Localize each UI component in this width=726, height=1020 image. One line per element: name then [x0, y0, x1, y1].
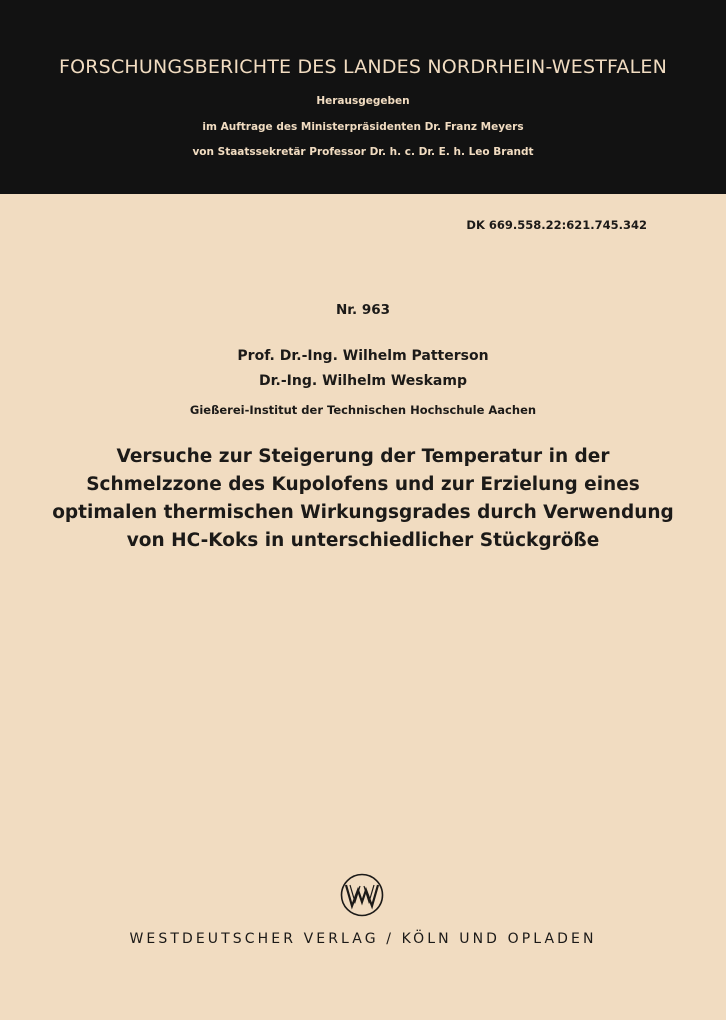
report-number: Nr. 963 [335, 302, 391, 318]
title-line-2: Schmelzzone des Kupolofens und zur Erzielung eines [86, 474, 640, 495]
report-title [0, 443, 726, 555]
title-line-4: von HC-Koks in unterschiedlicher Stückgröße [126, 530, 600, 551]
series-header [0, 0, 726, 194]
editor-line-1: Herausgegeben [316, 95, 410, 107]
institute: Gießerei-Institut der Technischen Hochschule Aachen [189, 403, 537, 417]
publisher-name: WESTDEUTSCHER VERLAG / KÖLN UND OPLADEN [129, 931, 597, 947]
editor-line-2: im Auftrage des Ministerpräsidenten Dr. Franz Meyers [202, 121, 524, 133]
editor-line-3: von Staatssekretär Professor Dr. h. c. Dr. E. h. Leo Brandt [192, 146, 534, 158]
classification-code: DK 669.558.22:621.745.342 [466, 218, 647, 232]
author-2: Dr.-Ing. Wilhelm Weskamp [259, 373, 467, 389]
title-line-3: optimalen thermischen Wirkungsgrades durch Verwendung [52, 502, 674, 523]
title-line-1: Versuche zur Steigerung der Temperatur in der [116, 446, 610, 467]
publisher-w-logo-icon [340, 873, 384, 917]
author-1: Prof. Dr.-Ing. Wilhelm Patterson [237, 348, 489, 364]
series-title: FORSCHUNGSBERICHTE DES LANDES NORDRHEIN-WESTFALEN [59, 56, 667, 78]
